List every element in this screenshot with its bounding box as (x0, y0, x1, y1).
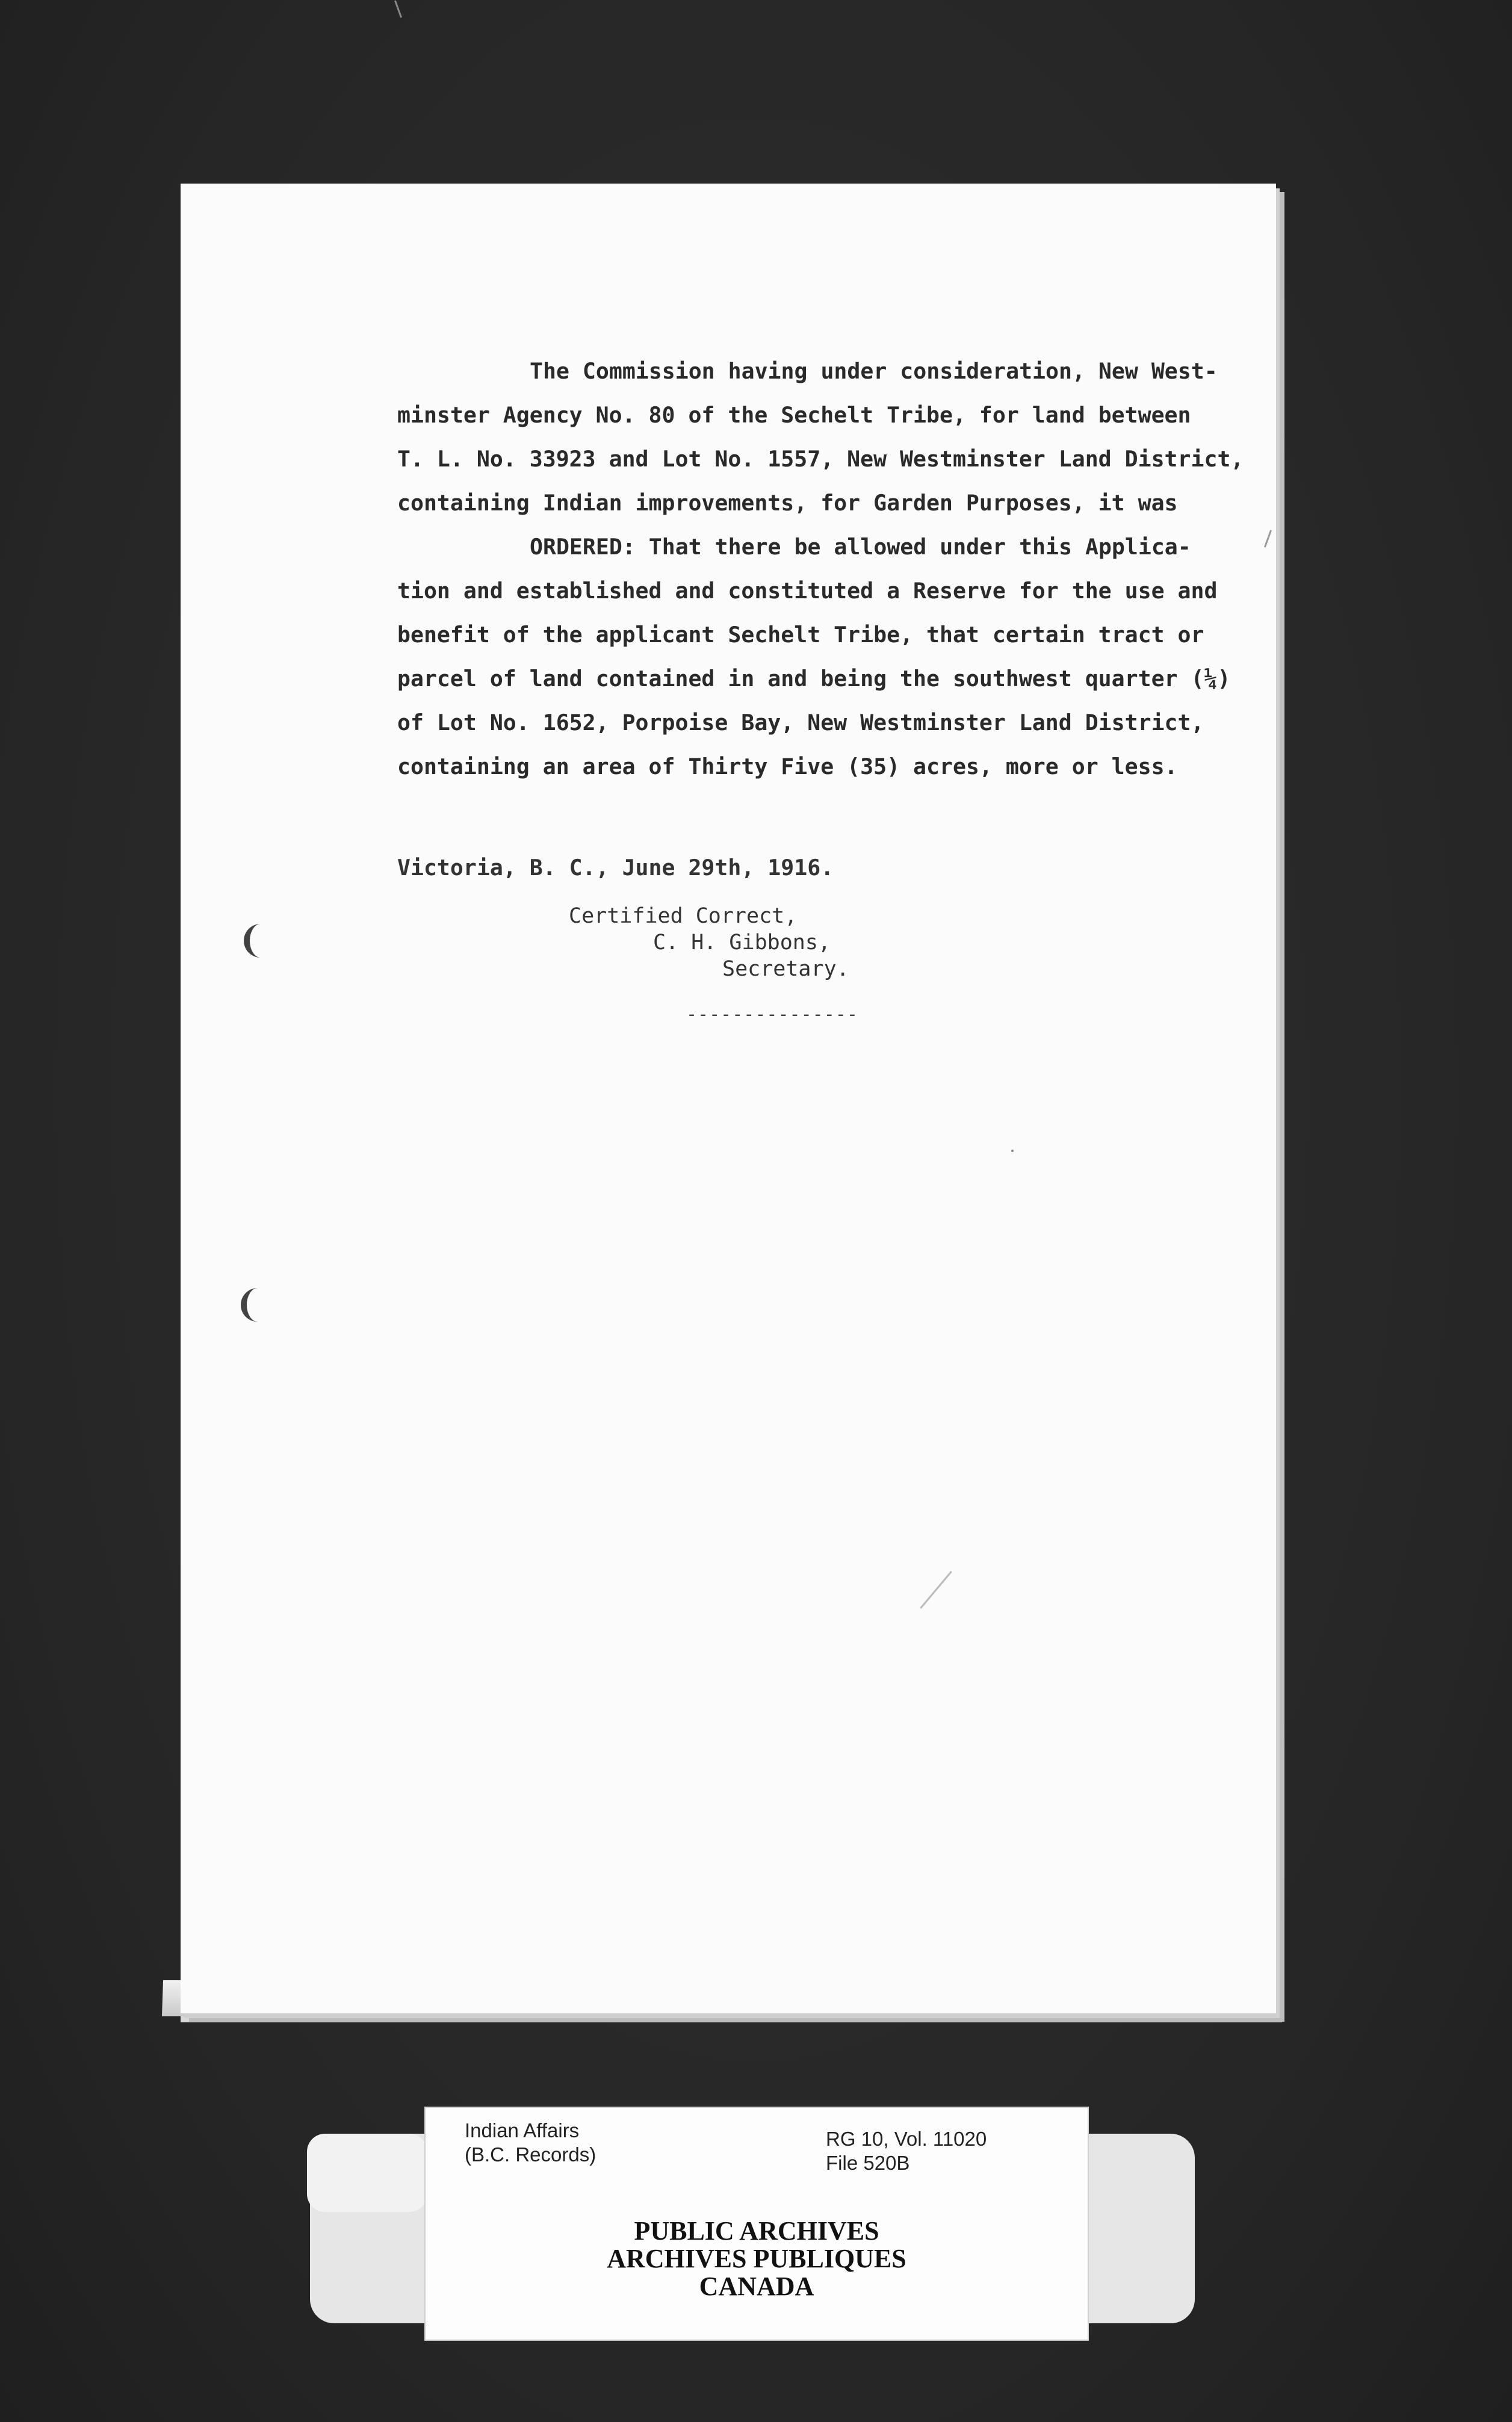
paragraph-line: of Lot No. 1652, Porpoise Bay, New Westminster Land District, (397, 710, 1204, 736)
label-department: Indian Affairs (465, 2119, 580, 2142)
archive-title-fr: ARCHIVES PUBLIQUES (607, 2244, 906, 2273)
paragraph-line: benefit of the applicant Sechelt Tribe, that certain tract or (397, 622, 1204, 648)
paragraph-line: ORDERED: That there be allowed under this Applica- (530, 534, 1191, 560)
certification-label: Certified Correct, (569, 904, 798, 928)
archive-title-en: PUBLIC ARCHIVES (634, 2216, 879, 2246)
label-records: (B.C. Records) (465, 2143, 596, 2166)
separator-line: --------------- (686, 1004, 858, 1025)
paragraph-line: minster Agency No. 80 of the Sechelt Tribe, for land between (397, 402, 1191, 428)
archive-label (424, 2107, 1089, 2341)
label-volume: RG 10, Vol. 11020 (826, 2128, 987, 2150)
signatory-title: Secretary. (722, 957, 849, 981)
reference-info (826, 2127, 987, 2175)
paragraph-line: T. L. No. 33923 and Lot No. 1557, New Westminster Land District, (397, 446, 1244, 472)
archive-title (426, 2217, 1088, 2300)
paragraph-line: tion and established and constituted a Reserve for the use and (397, 578, 1218, 604)
paragraph-line: containing Indian improvements, for Garden Purposes, it was (397, 490, 1178, 516)
record-group-info (465, 2119, 596, 2167)
archive-title-country: CANADA (699, 2272, 814, 2301)
scan-artifact (1011, 1150, 1014, 1152)
certification-block (569, 903, 849, 982)
signatory-name: C. H. Gibbons, (653, 931, 831, 955)
date-line: Victoria, B. C., June 29th, 1916. (397, 855, 834, 881)
paragraph-line: parcel of land contained in and being the southwest quarter (¼) (397, 666, 1231, 692)
archive-label-tab (307, 2134, 427, 2212)
paragraph-line: containing an area of Thirty Five (35) acres, more or less. (397, 754, 1178, 779)
paragraph-line: The Commission having under consideration, New West- (530, 358, 1218, 384)
order-paragraph (397, 349, 1252, 788)
label-file: File 520B (826, 2152, 910, 2174)
